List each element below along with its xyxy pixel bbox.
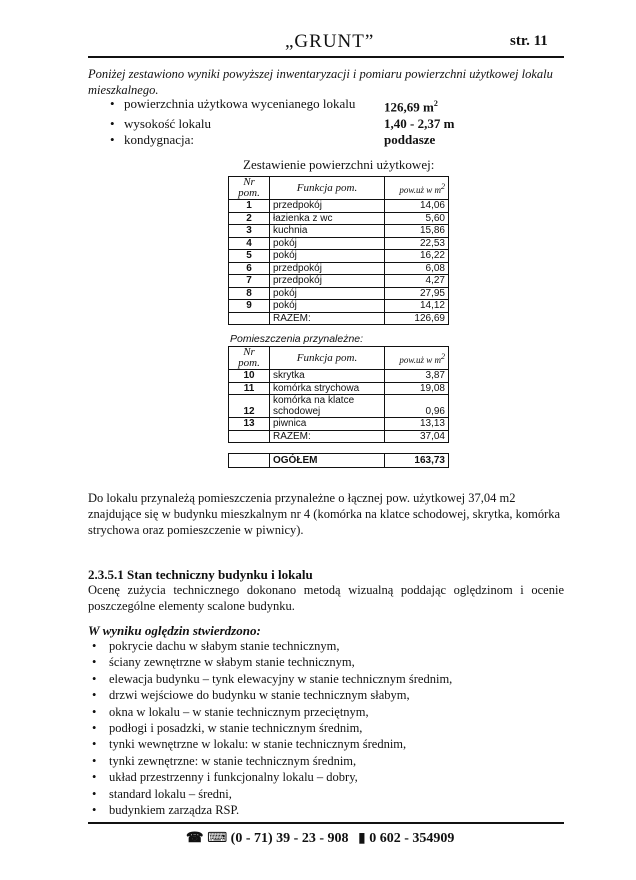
room-function: pokój — [270, 287, 385, 300]
aux-rooms-table — [228, 346, 449, 443]
room-number: 2 — [229, 212, 270, 225]
room-number: 4 — [229, 237, 270, 250]
header-title: „GRUNT” — [285, 31, 375, 52]
finding-item: • ściany zewnętrzne w słabym stanie technicznym, — [92, 655, 355, 670]
room-area: 3,87 — [385, 370, 449, 383]
room-number: 10 — [229, 370, 270, 383]
auxiliary-rooms-paragraph: Do lokalu przynależą pomieszczenia przynależne o łącznej pow. użytkowej 37,04 m2 znajdujące się w budynku mieszkalnym nr 4 (komórka na klatce schodowej, skrytka, komórka strychowa oraz pomieszczenie w piwnicy). — [88, 491, 561, 537]
room-number: 3 — [229, 225, 270, 238]
total-row: RAZEM: 37,04 — [229, 430, 449, 443]
table-row — [229, 300, 449, 313]
fax-icon: ⌨ — [206, 831, 228, 846]
room-function: łazienka z wc — [270, 212, 385, 225]
intro-text: Poniżej zestawiono wyniki powyższej inwentaryzacji i pomiaru powierzchni użytkowej lokalu mieszkalnego. — [88, 67, 553, 97]
finding-item: • okna w lokalu – w stanie technicznym przeciętnym, — [92, 704, 369, 719]
section-text: Ocenę zużycia technicznego dokonano metodą wizualną poddając oględzinom i ocenie poszczególne elementy scalone budynku. — [88, 583, 564, 613]
table-row — [229, 225, 449, 238]
summary-item: • wysokość lokalu 1,40 - 2,37 m — [110, 115, 455, 131]
finding-item: • podłogi i posadzki, w stanie technicznym średnim, — [92, 721, 363, 736]
room-number: 5 — [229, 250, 270, 263]
room-area: 6,08 — [385, 262, 449, 275]
room-area: 16,22 — [385, 250, 449, 263]
table-header-row: Nr pom. Funkcja pom. pow.uż w m2 — [229, 347, 449, 370]
table-row — [229, 237, 449, 250]
grand-total-table — [228, 453, 449, 468]
table-row — [229, 275, 449, 288]
page-number: str. 11 — [510, 33, 548, 49]
room-area: 14,06 — [385, 200, 449, 213]
room-number: 11 — [229, 382, 270, 395]
room-area: 0,96 — [385, 395, 449, 418]
room-function: pokój — [270, 237, 385, 250]
summary-item: • powierzchnia użytkowa wycenianego lokalu 126,69 $m^2$ — [110, 96, 438, 115]
aux-caption: Pomieszczenia przynależne: — [230, 333, 364, 345]
finding-item: • tynki wewnętrzne w lokalu: w stanie technicznym średnim, — [92, 737, 407, 752]
room-number: 13 — [229, 418, 270, 431]
room-number: 6 — [229, 262, 270, 275]
table-row — [229, 382, 449, 395]
rooms-table — [228, 176, 449, 325]
finding-item: • elewacja budynku – tynk elewacyjny w stanie technicznym średnim, — [92, 671, 453, 686]
table-row — [229, 418, 449, 431]
room-area: 5,60 — [385, 212, 449, 225]
section-heading: 2.3.5.1 Stan techniczny budynku i lokalu — [88, 567, 313, 582]
phone-number: (0 - 71) 39 - 23 - 908 — [230, 831, 349, 846]
table-header-row: Nr pom. Funkcja pom. pow.uż w m2 — [229, 177, 449, 200]
room-function: piwnica — [270, 418, 385, 431]
total-row: RAZEM: 126,69 — [229, 312, 449, 325]
findings-title: W wyniku oględzin stwierdzono: — [88, 623, 261, 638]
findings-list — [92, 638, 452, 818]
finding-item: • pokrycie dachu w słabym stanie technicznym, — [92, 639, 340, 653]
room-function: pokój — [270, 300, 385, 313]
room-function: skrytka — [270, 370, 385, 383]
table-row — [229, 212, 449, 225]
grand-total-row: OGÓŁEM 163,73 — [229, 454, 449, 468]
header-divider — [88, 56, 564, 58]
table-row — [229, 262, 449, 275]
table-row — [229, 287, 449, 300]
room-area: 13,13 — [385, 418, 449, 431]
room-area: 14,12 — [385, 300, 449, 313]
table-caption: Zestawienie powierzchni użytkowej: — [243, 157, 435, 172]
room-number: 12 — [229, 395, 270, 418]
footer-contact — [186, 830, 454, 847]
room-number: 1 — [229, 200, 270, 213]
room-area: 19,08 — [385, 382, 449, 395]
table-row — [229, 395, 449, 418]
finding-item: • tynki zewnętrzne: w stanie technicznym średnim, — [92, 753, 357, 768]
room-function: komórka na klatce schodowej — [270, 395, 385, 418]
table-row — [229, 200, 449, 213]
footer-divider — [88, 822, 564, 824]
finding-item: • standard lokalu – średni, — [92, 786, 232, 801]
room-function: przedpokój — [270, 200, 385, 213]
summary-list — [110, 96, 454, 149]
room-number: 8 — [229, 287, 270, 300]
finding-item: • budynkiem zarządza RSP. — [92, 803, 240, 818]
room-number: 7 — [229, 275, 270, 288]
room-area: 22,53 — [385, 237, 449, 250]
room-function: pokój — [270, 250, 385, 263]
room-area: 4,27 — [385, 275, 449, 288]
room-area: 27,95 — [385, 287, 449, 300]
phone-icon: ☎ — [186, 831, 204, 846]
room-area: 15,86 — [385, 225, 449, 238]
room-function: komórka strychowa — [270, 382, 385, 395]
room-number: 9 — [229, 300, 270, 313]
finding-item: • drzwi wejściowe do budynku w stanie technicznym słabym, — [92, 688, 410, 703]
mobile-number: 0 602 - 354909 — [369, 831, 455, 846]
room-function: kuchnia — [270, 225, 385, 238]
room-function: przedpokój — [270, 262, 385, 275]
mobile-icon: ▮ — [357, 831, 366, 846]
room-function: przedpokój — [270, 275, 385, 288]
summary-item: • kondygnacja: poddasze — [110, 132, 436, 148]
finding-item: • układ przestrzenny i funkcjonalny lokalu – dobry, — [92, 770, 358, 785]
table-row — [229, 370, 449, 383]
table-row — [229, 250, 449, 263]
